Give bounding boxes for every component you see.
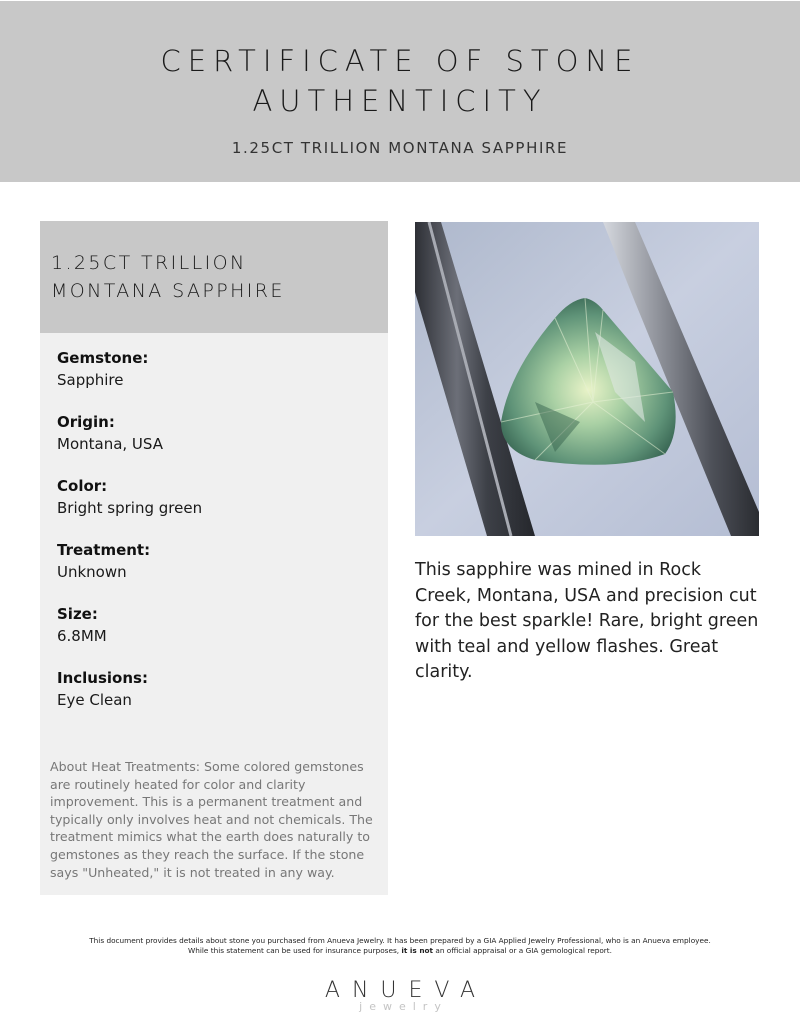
disclaimer-line-2: While this statement can be used for insurance purposes, it is not an official appraisal or a GIA gemological report. (188, 946, 612, 955)
title-line-2: AUTHENTICITY (252, 84, 548, 118)
spec-label: Inclusions: (57, 669, 148, 687)
spec-value: 6.8MM (57, 627, 107, 645)
certificate-subtitle: 1.25CT TRILLION MONTANA SAPPHIRE (231, 139, 569, 157)
stone-description: This sapphire was mined in Rock Creek, Montana, USA and precision cut for the best sparkle! Rare, bright green with teal and yellow flashes. Great clarity. (415, 560, 759, 682)
disclaimer-emphasis: it is not (401, 946, 434, 955)
certificate-header (0, 1, 800, 182)
spec-gemstone (57, 347, 388, 392)
spec-value: Unknown (57, 563, 127, 581)
title-line-1: CERTIFICATE OF STONE (160, 44, 640, 78)
spec-value: Sapphire (57, 371, 124, 389)
sapphire-photo (415, 222, 759, 536)
brand-name: ANUEVA (324, 978, 488, 1003)
heat-treatment-note: About Heat Treatments: Some colored gemstones are routinely heated for color and clarity improvement. This is a permanent treatment and typically only involves heat and not chemicals. The treatment mimics what the earth does naturally to gemstones as they reach the surface. If the stone says "Unheated," it is not treated in any way. (50, 759, 373, 880)
stone-details-card (40, 221, 388, 895)
spec-origin (57, 411, 388, 456)
gemstone-image-icon (415, 222, 759, 536)
spec-label: Origin: (57, 413, 115, 431)
card-heading (40, 221, 388, 333)
spec-value: Bright spring green (57, 499, 203, 517)
spec-value: Montana, USA (57, 435, 163, 453)
spec-label: Gemstone: (57, 349, 149, 367)
brand-logo (0, 978, 800, 1013)
card-heading-line-1: 1.25CT TRILLION (51, 252, 247, 274)
spec-size (57, 603, 388, 648)
spec-treatment (57, 539, 388, 584)
spec-color (57, 475, 388, 520)
spec-label: Treatment: (57, 541, 151, 559)
spec-label: Color: (57, 477, 108, 495)
spec-value: Eye Clean (57, 691, 132, 709)
certificate-title (0, 41, 800, 121)
disclaimer-line-1: This document provides details about stone you purchased from Anueva Jewelry. It has been prepared by a GIA Applied Jewelry Professional, who is an Anueva employee. (89, 936, 711, 945)
brand-subtitle: jewelry (359, 1000, 448, 1013)
card-heading-line-2: MONTANA SAPPHIRE (51, 280, 285, 302)
spec-label: Size: (57, 605, 98, 623)
disclaimer (0, 936, 800, 956)
spec-list (40, 333, 388, 895)
spec-inclusions (57, 667, 388, 712)
